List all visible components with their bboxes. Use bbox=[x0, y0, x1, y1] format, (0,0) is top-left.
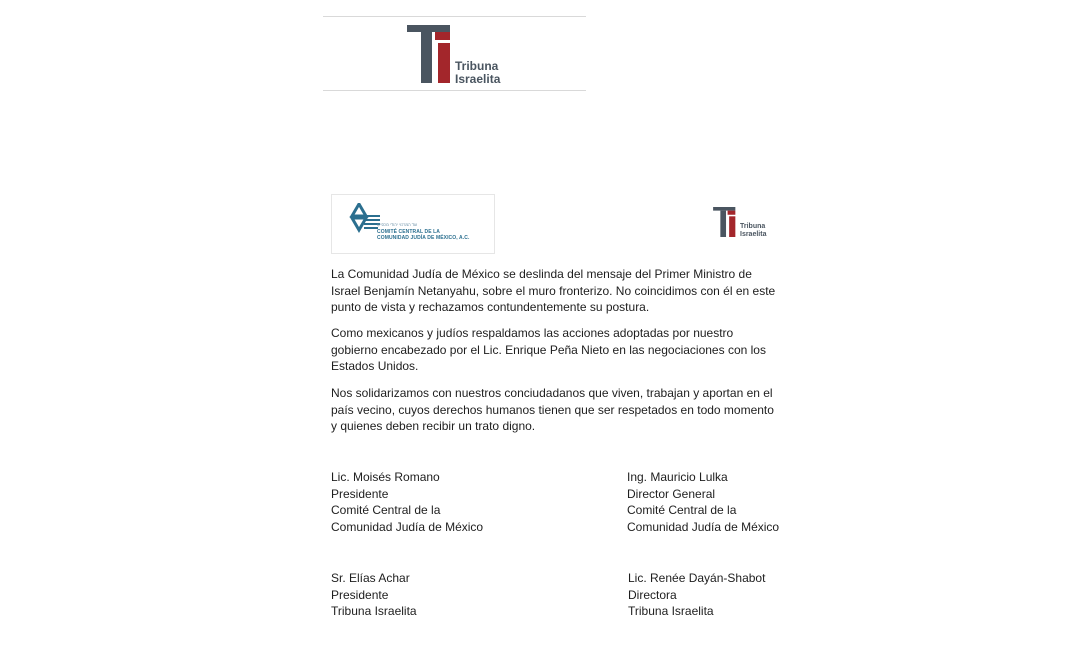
signature-name: Lic. Moisés Romano bbox=[331, 470, 440, 484]
tribuna-small-text bbox=[740, 223, 766, 239]
paragraph-line: Estados Unidos. bbox=[331, 359, 419, 373]
paragraph-line: gobierno encabezado por el Lic. Enrique Peña Nieto en las negociaciones con los bbox=[331, 342, 766, 357]
signature-block-achar bbox=[331, 570, 417, 620]
paragraph-3 bbox=[331, 385, 791, 435]
ccc-name-text bbox=[377, 229, 469, 241]
header-banner bbox=[323, 16, 586, 91]
paragraph-line: La Comunidad Judía de México se deslinda del mensaje del Primer Ministro de bbox=[331, 267, 752, 281]
tribuna-small-logo-icon bbox=[713, 207, 737, 242]
signature-org: Comité Central de la bbox=[627, 503, 737, 517]
tribuna-small-line2: Israelita bbox=[740, 231, 767, 238]
signature-block-lulka bbox=[627, 469, 779, 535]
tribuna-israelita-small-logo bbox=[704, 196, 776, 252]
signature-block-romano bbox=[331, 469, 483, 535]
header-brand-line2: Israelita bbox=[455, 72, 501, 86]
paragraph-line: punto de vista y rechazamos contundentemente su postura. bbox=[331, 300, 650, 314]
ccc-name-line1: COMITÉ CENTRAL DE LA bbox=[377, 229, 441, 235]
comite-central-logo bbox=[331, 194, 495, 254]
header-brand-line1: Tribuna bbox=[455, 59, 499, 73]
header-brand-text bbox=[455, 60, 500, 86]
paragraph-line: país vecino, cuyos derechos humanos tienen que ser respetados en todo momento bbox=[331, 402, 774, 417]
tribuna-israelita-logo-icon bbox=[407, 25, 453, 83]
paragraph-1 bbox=[331, 266, 791, 316]
paragraph-line: Israel Benjamín Netanyahu, sobre el muro fronterizo. No coincidimos con él en este bbox=[331, 283, 776, 298]
signature-name: Sr. Elías Achar bbox=[331, 571, 410, 585]
ccc-name-line2: COMUNIDAD JUDÍA DE MÉXICO, A.C. bbox=[377, 235, 470, 241]
signature-block-dayan-shabot bbox=[628, 570, 765, 620]
signature-title: Presidente bbox=[331, 486, 389, 501]
paragraph-line: Como mexicanos y judíos respaldamos las acciones adoptadas por nuestro bbox=[331, 326, 734, 340]
ccc-hebrew-text: ועד המרכזי יהודי מכסיקו bbox=[377, 222, 418, 227]
star-of-david-icon bbox=[342, 203, 382, 242]
signature-title: Directora bbox=[628, 587, 677, 602]
signature-title: Presidente bbox=[331, 587, 389, 602]
signature-title: Director General bbox=[627, 486, 716, 501]
paragraph-line: y quienes deben recibir un trato digno. bbox=[331, 419, 536, 433]
tribuna-small-line1: Tribuna bbox=[740, 223, 766, 230]
signature-org: Tribuna Israelita bbox=[331, 604, 417, 618]
signature-name: Ing. Mauricio Lulka bbox=[627, 470, 728, 484]
signature-org: Comunidad Judía de México bbox=[627, 519, 780, 534]
paragraph-line: Nos solidarizamos con nuestros conciudadanos que viven, trabajan y aportan en el bbox=[331, 386, 773, 400]
signature-org: Tribuna Israelita bbox=[628, 604, 714, 618]
paragraph-2 bbox=[331, 325, 791, 375]
signature-org: Comité Central de la bbox=[331, 503, 441, 517]
signature-org: Comunidad Judía de México bbox=[331, 519, 484, 534]
signature-name: Lic. Renée Dayán-Shabot bbox=[628, 571, 766, 585]
